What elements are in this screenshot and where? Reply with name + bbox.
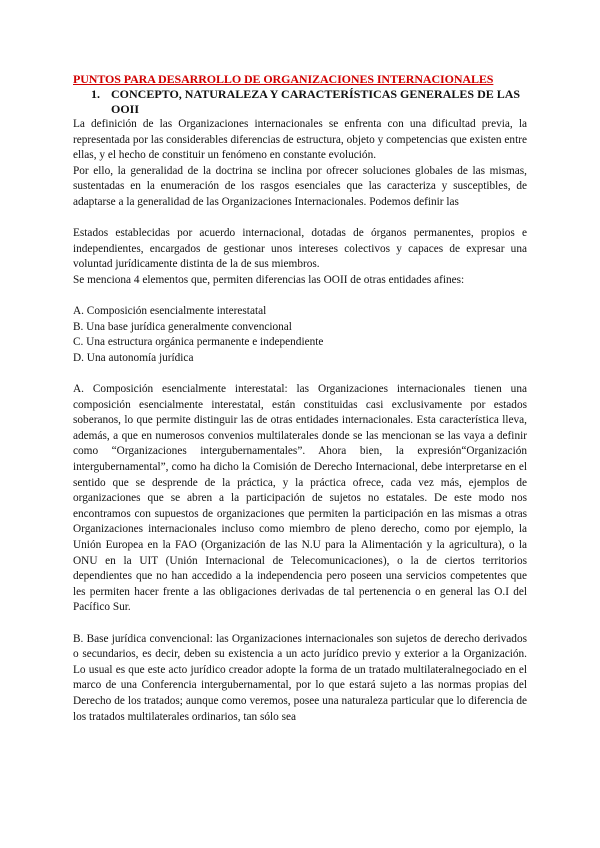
page-content: [73, 72, 527, 725]
list-item: D. Una autonomía jurídica: [73, 351, 194, 364]
blank-line: [73, 289, 527, 305]
blank-line: [73, 367, 527, 383]
paragraph-composition: A. Composición esencialmente interestatal: las Organizaciones internacionales tienen una composición esencialmente interestatal, están constituidas casi exclusivamente por estados soberanos, lo que permite distinguir las de otras entidades internacionales. Esta característica lleva, además, a que en numerosos convenios multilaterales donde se las mencionan se las vaya a definir como “Organizaciones intergubernamentales”. Ahora bien, la expresión“Organización intergubernamental”, como ha dicho la Comisión de Derecho Internacional, debe interpretarse en el sentido que se desprende de la práctica, y la práctica ofrece, cada vez más, ejemplos de organizaciones que se abren a la participación de sujetos no estatales. De este modo nos encontramos con supuestos de organizaciones que permiten la participación en las mismas a otras Organizaciones internacionales incluso como miembro de pleno derecho, como por ejemplo, la Unión Europea en la FAO (Organización de las N.U para la Alimentación y la agricultura), o la ONU en la UIT (Unión Internacional de Telecomunicaciones), o la de ciertos territorios dependientes que no han accedido a la independencia pero poseen una servicios competentes que les permiten hacer frente a las obligaciones derivadas de tal pertenencia o en general las O.I del Pacífico Sur.: [73, 383, 527, 614]
paragraph-definition-intro: La definición de las Organizaciones internacionales se enfrenta con una dificultad previa, la representada por las considerables diferencias de estructura, objeto y competencias que existen entre ellas, y el hecho de constituir un fenómeno en constante evolución.: [73, 118, 527, 162]
elements-list: [73, 304, 527, 366]
section-number: 1.: [91, 87, 100, 101]
paragraph-definition: Estados establecidas por acuerdo internacional, dotadas de órganos permanentes, propios e independientes, encargados de gestionar unos intereses colectivos y capaces de expresar una voluntad jurídicamente distinta de la de sus miembros.: [73, 227, 527, 271]
document-title: PUNTOS PARA DESARROLLO DE ORGANIZACIONES INTERNACIONALES: [73, 72, 494, 86]
paragraph-legal-basis: B. Base jurídica convencional: las Organizaciones internacionales son sujetos de derecho derivados o secundarios, es decir, deben su existencia a un acto jurídico previo y exterior a la Organización. Lo usual es que este acto jurídico creador adopte la forma de un tratado multilateralnegociado en el marco de una Conferencia intergubernamental, por lo que estará sujeto a las normas propias del Derecho de los tratados; aunque como veremos, posee una naturaleza particular que lo diferencia de los tratados multilaterales ordinarios, tan sólo sea: [73, 632, 527, 723]
blank-line: [73, 616, 527, 632]
paragraph-elements-intro: Se menciona 4 elementos que, permiten diferencias las OOII de otras entidades afines:: [73, 273, 465, 286]
list-item: C. Una estructura orgánica permanente e independiente: [73, 336, 324, 349]
section-heading: [73, 87, 527, 117]
list-item: A. Composición esencialmente interestatal: [73, 305, 267, 318]
section-title: CONCEPTO, NATURALEZA Y CARACTERÍSTICAS GENERALES DE LAS OOII: [111, 87, 521, 116]
blank-line: [73, 211, 527, 227]
paragraph-doctrine: Por ello, la generalidad de la doctrina se inclina por ofrecer soluciones globales de las mismas, sustentadas en la enumeración de los rasgos esenciales que las caracteriza y susceptibles, de adaptarse a la generalidad de las Organizaciones Internacionales. Podemos definir las: [73, 164, 527, 208]
list-item: B. Una base jurídica generalmente convencional: [73, 320, 292, 333]
